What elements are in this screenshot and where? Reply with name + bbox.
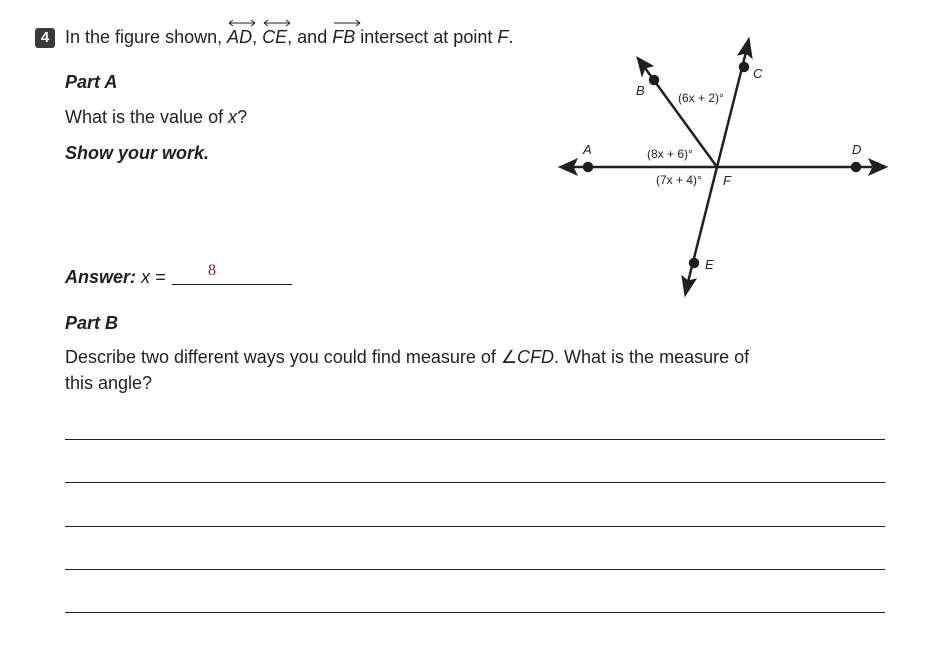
line-ce-notation: CE	[262, 27, 287, 48]
label-d: D	[852, 142, 862, 157]
part-b-prompt-line1: Describe two different ways you could find measure of ∠CFD. What is the measure of	[65, 347, 750, 367]
answer-label: Answer: x =	[65, 267, 166, 287]
line-ad-notation: AD	[227, 27, 252, 48]
part-b-heading: Part B	[65, 313, 119, 333]
point-b-dot	[650, 76, 658, 84]
angle-icon: ∠	[500, 347, 518, 367]
angle-afe-label: (7x + 4)°	[656, 173, 702, 187]
label-e: E	[705, 257, 714, 272]
point-e-dot	[690, 259, 698, 267]
label-a: A	[583, 142, 592, 157]
label-f: F	[723, 173, 731, 188]
angle-bfc-label: (6x + 2)°	[678, 91, 724, 105]
question-number-badge: 4	[35, 28, 55, 48]
part-a-heading: Part A	[65, 72, 118, 92]
intersection-point: F	[497, 27, 509, 47]
point-d-dot	[852, 163, 860, 171]
arrowhead-upleft	[637, 57, 653, 76]
answer-value: 8	[208, 262, 216, 279]
label-c: C	[753, 66, 763, 81]
ray-fb-notation: FB	[332, 27, 355, 48]
question-intro: In the figure shown,	[65, 27, 223, 47]
part-b-prompt-line2: this angle?	[65, 373, 153, 393]
angle-afb-label: (8x + 6)°	[647, 147, 693, 161]
part-a-prompt: What is the value of x?	[65, 107, 248, 127]
label-b: B	[636, 83, 645, 98]
show-work-label: Show your work.	[65, 143, 210, 163]
point-a-dot	[584, 163, 592, 171]
point-c-dot	[740, 63, 748, 71]
question-prompt: In the figure shown, AD, CE, and FB intersect at point F.	[65, 27, 513, 48]
